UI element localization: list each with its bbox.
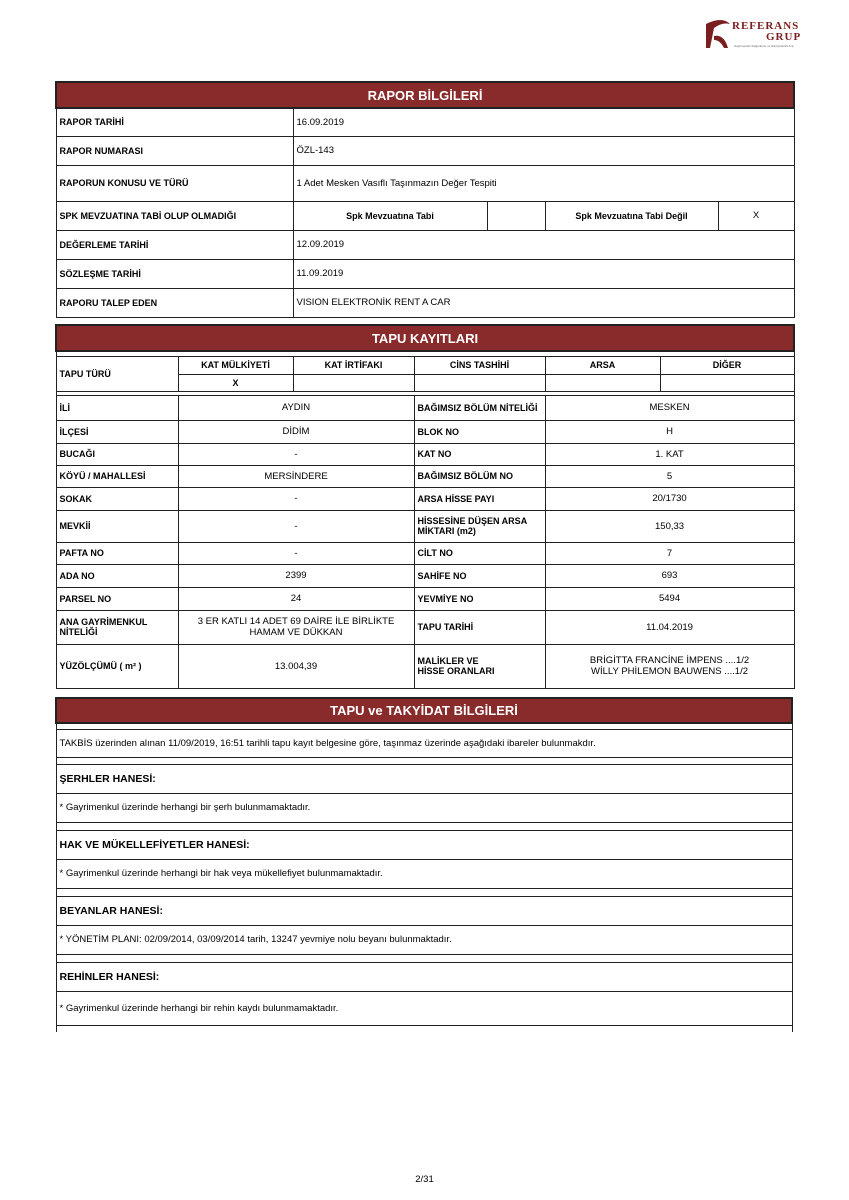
tapu-header: TAPU KAYITLARI	[56, 325, 794, 351]
tapu-label: ANA GAYRİMENKUL NİTELİĞİ	[56, 610, 178, 644]
tapu-value: 5494	[545, 587, 794, 610]
tapu-label: KAT NO	[414, 443, 545, 465]
tapu-value: -	[178, 510, 414, 542]
tapu-value: 24	[178, 587, 414, 610]
tapu-label: TAPU TARİHİ	[414, 610, 545, 644]
tapu-label: YEVMİYE NO	[414, 587, 545, 610]
tapu-turu-col: DİĞER	[660, 356, 794, 374]
beyanlar-text: * YÖNETİM PLANI: 02/09/2014, 03/09/2014 tarih, 13247 yevmiye nolu beyanı bulunmaktadır.	[56, 925, 792, 954]
rapor-label: SÖZLEŞME TARİHİ	[56, 259, 293, 288]
tapu-label: ADA NO	[56, 564, 178, 587]
malikler-value	[545, 644, 794, 688]
tapu-value: -	[178, 443, 414, 465]
tapu-turu-mark	[660, 374, 794, 391]
tapu-label: PARSEL NO	[56, 587, 178, 610]
takyidat-header: TAPU ve TAKYİDAT BİLGİLERİ	[56, 698, 792, 723]
company-logo	[700, 14, 820, 54]
tapu-value: -	[178, 487, 414, 510]
rapor-table	[55, 81, 795, 318]
takyidat-spacer	[56, 888, 792, 896]
takyidat-table	[55, 697, 793, 1032]
tapu-label: CİLT NO	[414, 542, 545, 564]
tapu-turu-label: TAPU TÜRÜ	[56, 356, 178, 391]
malik-line: BRİGİTTA FRANCİNE İMPENS ....1/2	[589, 655, 750, 666]
tapu-label: BAĞIMSIZ BÖLÜM NİTELİĞİ	[414, 395, 545, 420]
tapu-value: 3 ER KATLI 14 ADET 69 DAİRE İLE BİRLİKTE HAMAM VE DÜKKAN	[178, 610, 414, 644]
tapu-label: HİSSESİNE DÜŞEN ARSA MİKTARI (m2)	[414, 510, 545, 542]
tapu-value: 150,33	[545, 510, 794, 542]
rapor-header: RAPOR BİLGİLERİ	[56, 82, 794, 108]
spk-tabi-degil: Spk Mevzuatına Tabi Değil	[545, 201, 718, 230]
hak-title: HAK VE MÜKELLEFİYETLER HANESİ:	[56, 830, 792, 859]
rapor-value: VISION ELEKTRONİK RENT A CAR	[293, 288, 794, 317]
tapu-turu-mark	[293, 374, 414, 391]
tapu-turu-col: ARSA	[545, 356, 660, 374]
tapu-value: 1. KAT	[545, 443, 794, 465]
tapu-value: DİDİM	[178, 420, 414, 443]
tapu-label: YÜZÖLÇÜMÜ ( m² )	[56, 644, 178, 688]
logo-text-2: GRUP	[766, 31, 802, 43]
tapu-label: SOKAK	[56, 487, 178, 510]
takyidat-spacer	[56, 822, 792, 830]
hak-text: * Gayrimenkul üzerinde herhangi bir hak veya mükellefiyet bulunmamaktadır.	[56, 859, 792, 888]
tapu-turu-mark	[545, 374, 660, 391]
takyidat-spacer	[56, 954, 792, 962]
rapor-label: RAPORU TALEP EDEN	[56, 288, 293, 317]
tapu-table	[55, 324, 795, 689]
tapu-turu-mark	[414, 374, 545, 391]
tapu-label: BAĞIMSIZ BÖLÜM NO	[414, 465, 545, 487]
tapu-value: AYDIN	[178, 395, 414, 420]
beyanlar-title: BEYANLAR HANESİ:	[56, 896, 792, 925]
malikler-label-line: MALİKLER VE	[417, 656, 479, 666]
rapor-label: RAPORUN KONUSU VE TÜRÜ	[56, 165, 293, 201]
spk-tabi: Spk Mevzuatına Tabi	[293, 201, 487, 230]
logo-tagline: Gayrimenkul Değerleme ve Danışmanlık A.Ş.	[734, 44, 795, 48]
tapu-label: PAFTA NO	[56, 542, 178, 564]
rapor-label: RAPOR NUMARASI	[56, 136, 293, 165]
tapu-value: -	[178, 542, 414, 564]
rapor-label: RAPOR TARİHİ	[56, 108, 293, 136]
rapor-value: 16.09.2019	[293, 108, 794, 136]
malikler-label	[414, 644, 545, 688]
tapu-label: İLÇESİ	[56, 420, 178, 443]
tapu-turu-col: KAT MÜLKİYETİ	[178, 356, 293, 374]
spk-tabi-degil-mark: X	[718, 201, 794, 230]
tapu-value: H	[545, 420, 794, 443]
tapu-turu-mark: X	[178, 374, 293, 391]
tapu-label: KÖYÜ / MAHALLESİ	[56, 465, 178, 487]
rapor-label: DEĞERLEME TARİHİ	[56, 230, 293, 259]
takyidat-spacer	[56, 1025, 792, 1032]
takyidat-spacer	[56, 757, 792, 764]
tapu-value: 20/1730	[545, 487, 794, 510]
rapor-value: ÖZL-143	[293, 136, 794, 165]
rehinler-title: REHİNLER HANESİ:	[56, 962, 792, 991]
tapu-value: 7	[545, 542, 794, 564]
page-number: 2/31	[415, 1174, 434, 1185]
tapu-label: BLOK NO	[414, 420, 545, 443]
tapu-label: SAHİFE NO	[414, 564, 545, 587]
rapor-value: 11.09.2019	[293, 259, 794, 288]
malikler-label-line: HİSSE ORANLARI	[417, 666, 495, 676]
spk-tabi-mark	[487, 201, 545, 230]
logo-text: REFERANS	[732, 20, 800, 32]
tapu-label: MEVKİİ	[56, 510, 178, 542]
tapu-value: 13.004,39	[178, 644, 414, 688]
tapu-value: 693	[545, 564, 794, 587]
rapor-value: 1 Adet Mesken Vasıflı Taşınmazın Değer Tespiti	[293, 165, 794, 201]
rehinler-text: * Gayrimenkul üzerinde herhangi bir rehin kaydı bulunmamaktadır.	[56, 991, 792, 1025]
tapu-turu-col: CİNS TASHİHİ	[414, 356, 545, 374]
serhler-text: * Gayrimenkul üzerinde herhangi bir şerh bulunmamaktadır.	[56, 793, 792, 822]
serhler-title: ŞERHLER HANESİ:	[56, 764, 792, 793]
tapu-value: 11.04.2019	[545, 610, 794, 644]
tapu-label: ARSA HİSSE PAYI	[414, 487, 545, 510]
spk-label: SPK MEVZUATINA TABİ OLUP OLMADIĞI	[56, 201, 293, 230]
tapu-value: 5	[545, 465, 794, 487]
takyidat-intro: TAKBİS üzerinden alınan 11/09/2019, 16:51 tarihli tapu kayıt belgesine göre, taşınmaz üzerinde aşağıdaki ibareler bulunmakdır.	[56, 729, 792, 757]
malik-line: WİLLY PHİLEMON BAUWENS ....1/2	[591, 666, 749, 677]
tapu-turu-col: KAT İRTİFAKI	[293, 356, 414, 374]
tapu-value: MERSİNDERE	[178, 465, 414, 487]
tapu-value: MESKEN	[545, 395, 794, 420]
rapor-value: 12.09.2019	[293, 230, 794, 259]
tapu-value: 2399	[178, 564, 414, 587]
tapu-label: İLİ	[56, 395, 178, 420]
tapu-label: BUCAĞI	[56, 443, 178, 465]
